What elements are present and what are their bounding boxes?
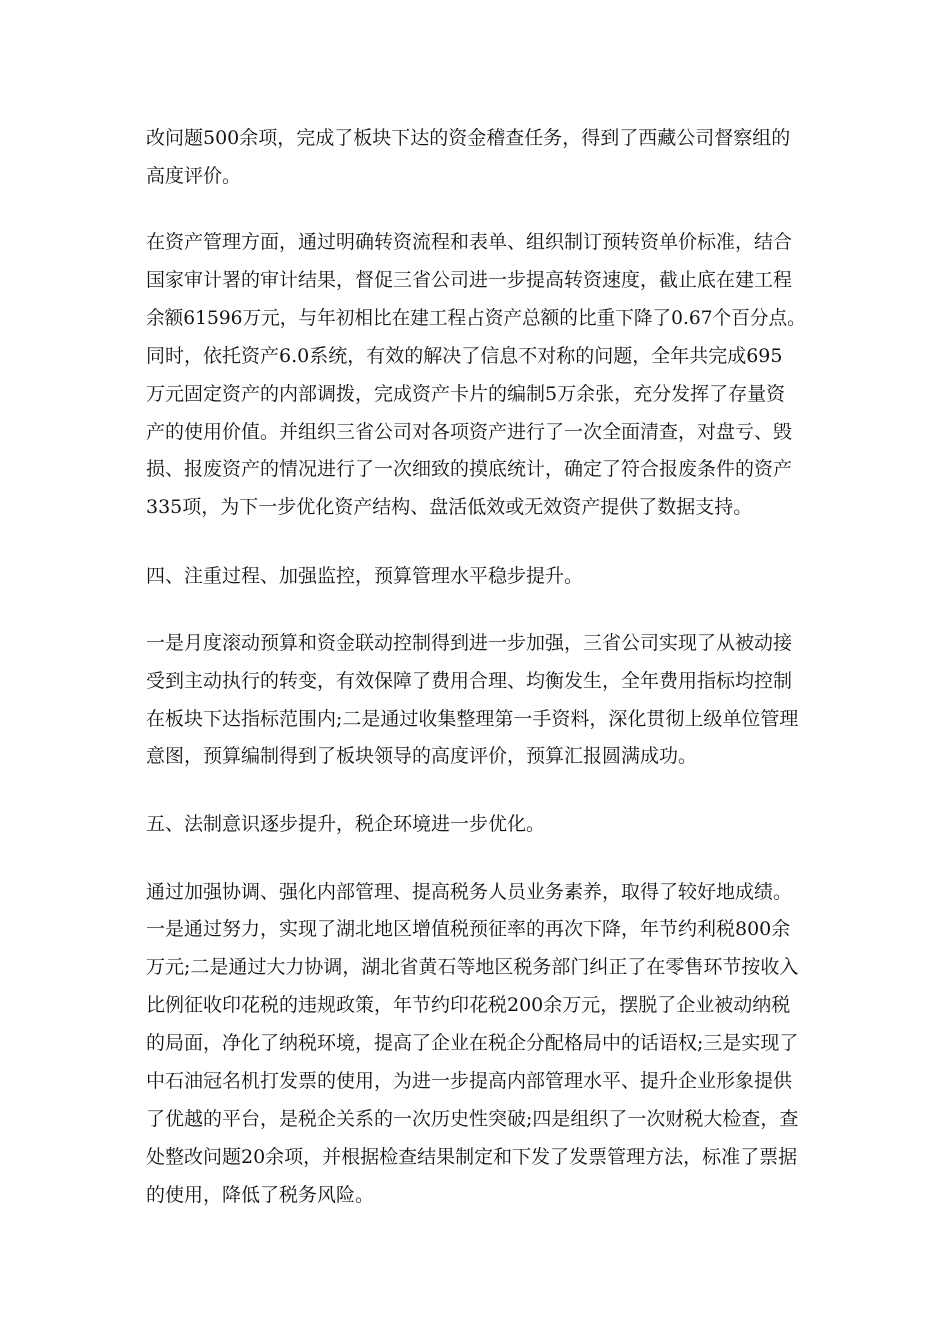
text-line: 中石油冠名机打发票的使用，为进一步提高内部管理水平、提升企业形象提供: [146, 1070, 793, 1092]
text-line: 处整改问题20余项，并根据检查结果制定和下发了发票管理方法，标准了票据: [146, 1146, 798, 1168]
text-line: 的局面，净化了纳税环境，提高了企业在税企分配格局中的话语权;三是实现了: [146, 1032, 799, 1054]
text-line: 万元;二是通过大力协调，湖北省黄石等地区税务部门纠正了在零售环节按收入: [146, 956, 799, 978]
text-line: 同时，依托资产6.0系统，有效的解决了信息不对称的问题，全年共完成695: [146, 345, 783, 367]
text-line: 了优越的平台，是税企关系的一次历史性突破;四是组织了一次财税大检查，查: [146, 1108, 799, 1130]
text-line: 一是通过努力，实现了湖北地区增值税预征率的再次下降，年节约利税800余: [146, 918, 791, 940]
text-line: 意图，预算编制得到了板块领导的高度评价，预算汇报圆满成功。: [146, 745, 698, 767]
text-line: 高度评价。: [146, 165, 242, 187]
text-line: 在资产管理方面，通过明确转资流程和表单、组织制订预转资单价标准，结合: [146, 231, 793, 253]
text-line: 损、报废资产的情况进行了一次细致的摸底统计，确定了符合报废条件的资产: [146, 458, 793, 480]
text-line: 国家审计署的审计结果，督促三省公司进一步提高转资速度，截止底在建工程: [146, 269, 793, 291]
text-line: 的使用，降低了税务风险。: [146, 1184, 375, 1206]
text-line: 万元固定资产的内部调拨，完成资产卡片的编制5万余张，充分发挥了存量资: [146, 383, 786, 405]
text-line: 改问题500余项，完成了板块下达的资金稽查任务，得到了西藏公司督察组的: [146, 127, 791, 149]
text-line: 335项，为下一步优化资产结构、盘活低效或无效资产提供了数据支持。: [146, 496, 753, 518]
text-line: 余额61596万元，与年初相比在建工程占资产总额的比重下降了0.67个百分点。: [146, 307, 806, 329]
text-line: 在板块下达指标范围内;二是通过收集整理第一手资料，深化贯彻上级单位管理: [146, 708, 799, 730]
text-line: 比例征收印花税的违规政策，年节约印花税200余万元，摆脱了企业被动纳税: [146, 994, 791, 1016]
text-line: 受到主动执行的转变，有效保障了费用合理、均衡发生，全年费用指标均控制: [146, 670, 793, 692]
section-heading: 五、法制意识逐步提升，税企环境进一步优化。: [146, 813, 546, 835]
text-line: 产的使用价值。并组织三省公司对各项资产进行了一次全面清查，对盘亏、毁: [146, 421, 793, 443]
text-line: 通过加强协调、强化内部管理、提高税务人员业务素养，取得了较好地成绩。: [146, 881, 793, 903]
text-line: 一是月度滚动预算和资金联动控制得到进一步加强，三省公司实现了从被动接: [146, 632, 793, 654]
section-heading: 四、注重过程、加强监控，预算管理水平稳步提升。: [146, 565, 584, 587]
